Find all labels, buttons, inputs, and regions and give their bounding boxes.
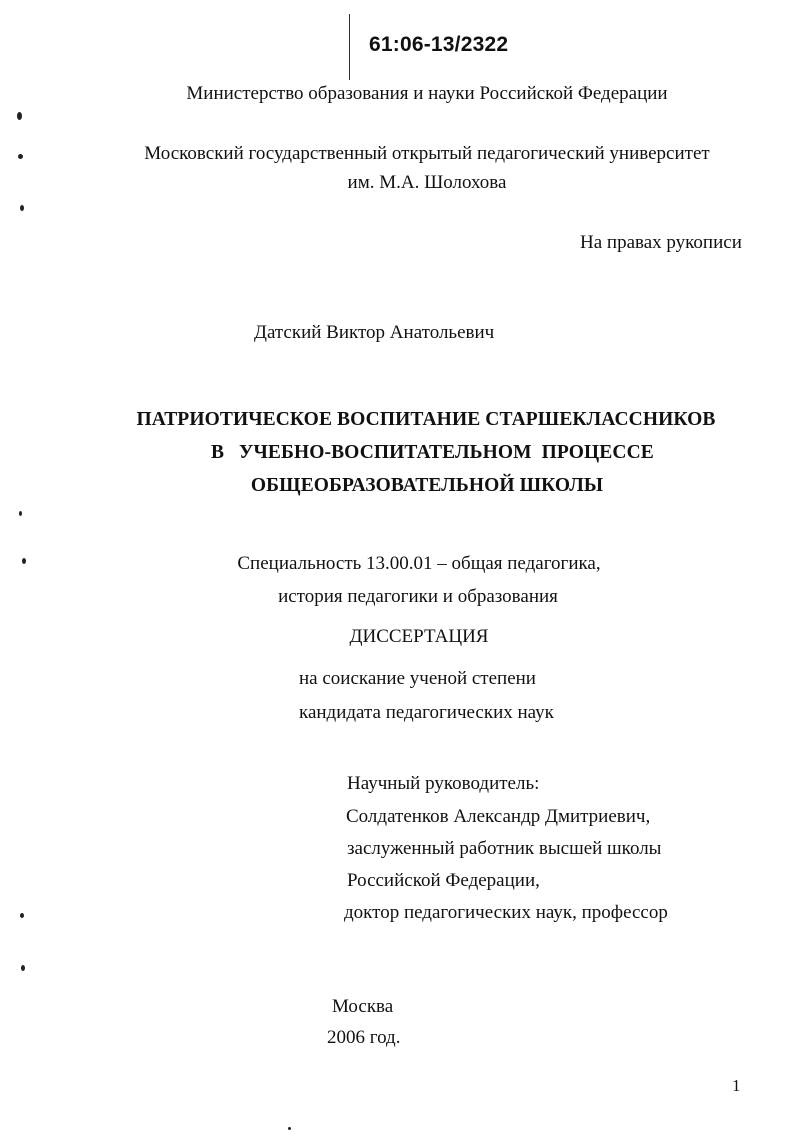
university-name: Московский государственный открытый педагогический университет: [144, 143, 710, 164]
city: Москва: [332, 996, 394, 1017]
dissertation-title-line1: ПАТРИОТИЧЕСКОЕ ВОСПИТАНИЕ СТАРШЕКЛАССНИКОВ: [136, 409, 716, 430]
scan-speck: [20, 913, 24, 918]
scan-speck: [17, 112, 22, 120]
ministry-heading: Министерство образования и науки Российской Федерации: [186, 83, 668, 104]
dissertation-title-line3: ОБЩЕОБРАЗОВАТЕЛЬНОЙ ШКОЛЫ: [250, 475, 604, 496]
scan-speck: [288, 1127, 291, 1130]
degree-line2: кандидата педагогических наук: [299, 702, 554, 723]
year: 2006 год.: [327, 1027, 401, 1048]
scan-speck: [20, 205, 24, 211]
document-type: ДИССЕРТАЦИЯ: [349, 626, 489, 647]
scan-speck: [18, 154, 23, 159]
stamp-divider: [349, 14, 350, 80]
supervisor-title1: заслуженный работник высшей школы: [347, 838, 662, 859]
rights-note: На правах рукописи: [580, 232, 742, 253]
degree-line1: на соискание ученой степени: [299, 668, 536, 689]
specialty-line1: Специальность 13.00.01 – общая педагогика,: [237, 553, 601, 574]
scan-speck: [21, 965, 25, 971]
page-number: 1: [732, 1076, 741, 1095]
archive-stamp: 61:06-13/2322: [369, 33, 509, 56]
supervisor-label: Научный руководитель:: [347, 773, 540, 794]
university-named-after: им. М.А. Шолохова: [347, 172, 507, 193]
supervisor-name: Солдатенков Александр Дмитриевич,: [346, 806, 651, 827]
supervisor-title2: Российской Федерации,: [347, 870, 540, 891]
scan-speck: [22, 558, 26, 564]
supervisor-title3: доктор педагогических наук, профессор: [344, 902, 668, 923]
author-name: Датский Виктор Анатольевич: [254, 322, 495, 343]
specialty-line2: история педагогики и образования: [278, 586, 558, 607]
dissertation-title-line2: В УЧЕБНО-ВОСПИТАТЕЛЬНОМ ПРОЦЕССЕ: [211, 442, 654, 463]
scan-speck: [19, 511, 22, 516]
